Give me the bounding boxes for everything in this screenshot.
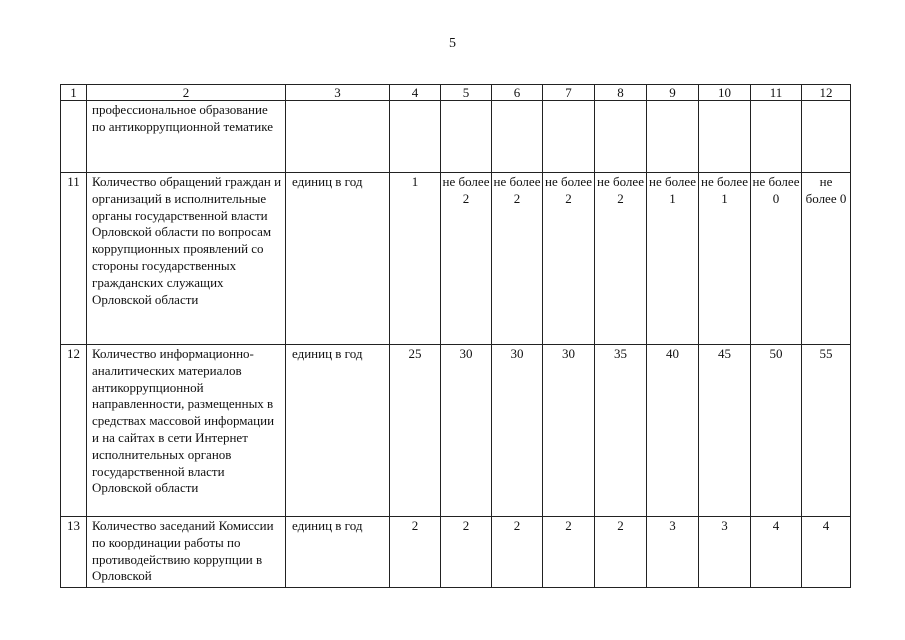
value-cell: 50 — [751, 345, 802, 517]
column-header: 11 — [751, 85, 802, 101]
column-header: 2 — [87, 85, 286, 101]
column-header: 8 — [595, 85, 647, 101]
column-header: 9 — [647, 85, 699, 101]
value-cell: 4 — [751, 517, 802, 588]
value-cell — [390, 101, 441, 173]
table-row — [61, 101, 851, 173]
value-cell: 2 — [492, 517, 543, 588]
value-cell: 25 — [390, 345, 441, 517]
unit-cell: единиц в год — [286, 517, 390, 588]
value-cell — [647, 101, 699, 173]
value-cell: 2 — [390, 517, 441, 588]
indicator-description-cell: Количество заседаний Комиссии по координации работы по противодействию коррупции в Орловской — [87, 517, 286, 588]
table-header-row — [61, 85, 851, 101]
column-header: 4 — [390, 85, 441, 101]
column-header: 1 — [61, 85, 87, 101]
indicator-description-cell: профессиональное образование по антикоррупционной тематике — [87, 101, 286, 173]
value-cell: 2 — [543, 517, 595, 588]
value-cell: 2 — [441, 517, 492, 588]
row-number-cell: 12 — [61, 345, 87, 517]
value-cell — [699, 101, 751, 173]
unit-cell: единиц в год — [286, 173, 390, 345]
table-row — [61, 517, 851, 588]
value-cell: не более 0 — [751, 173, 802, 345]
column-header: 7 — [543, 85, 595, 101]
column-header: 6 — [492, 85, 543, 101]
row-number-cell: 11 — [61, 173, 87, 345]
value-cell: 4 — [802, 517, 851, 588]
row-number-cell — [61, 101, 87, 173]
value-cell: не более 1 — [647, 173, 699, 345]
table-row — [61, 345, 851, 517]
page-number: 5 — [449, 36, 456, 51]
value-cell — [751, 101, 802, 173]
value-cell — [595, 101, 647, 173]
value-cell: 30 — [543, 345, 595, 517]
value-cell — [543, 101, 595, 173]
value-cell: не более 2 — [492, 173, 543, 345]
value-cell: 30 — [492, 345, 543, 517]
value-cell — [492, 101, 543, 173]
value-cell: 40 — [647, 345, 699, 517]
indicator-description-cell: Количество обращений граждан и организаций в исполнительные органы государственной власти Орловской области по вопросам коррупционных проявлений со стороны государственных гражданских служащих Орловской области — [87, 173, 286, 345]
value-cell: не более 2 — [543, 173, 595, 345]
value-cell: 35 — [595, 345, 647, 517]
value-cell — [441, 101, 492, 173]
value-cell: 1 — [390, 173, 441, 345]
value-cell: не более 2 — [595, 173, 647, 345]
row-number-cell: 13 — [61, 517, 87, 588]
value-cell — [802, 101, 851, 173]
indicator-description-cell: Количество информационно-аналитических материалов антикоррупционной направленности, размещенных в средствах массовой информации и на сайтах в сети Интернет исполнительных органов государственной власти Орловской области — [87, 345, 286, 517]
value-cell: не более 0 — [802, 173, 851, 345]
value-cell: не более 1 — [699, 173, 751, 345]
column-header: 10 — [699, 85, 751, 101]
unit-cell: единиц в год — [286, 345, 390, 517]
value-cell: 30 — [441, 345, 492, 517]
value-cell: 2 — [595, 517, 647, 588]
value-cell: 3 — [647, 517, 699, 588]
value-cell: 45 — [699, 345, 751, 517]
unit-cell — [286, 101, 390, 173]
indicators-table — [60, 84, 851, 588]
column-header: 3 — [286, 85, 390, 101]
table-row — [61, 173, 851, 345]
value-cell: не более 2 — [441, 173, 492, 345]
value-cell: 3 — [699, 517, 751, 588]
column-header: 5 — [441, 85, 492, 101]
value-cell: 55 — [802, 345, 851, 517]
column-header: 12 — [802, 85, 851, 101]
